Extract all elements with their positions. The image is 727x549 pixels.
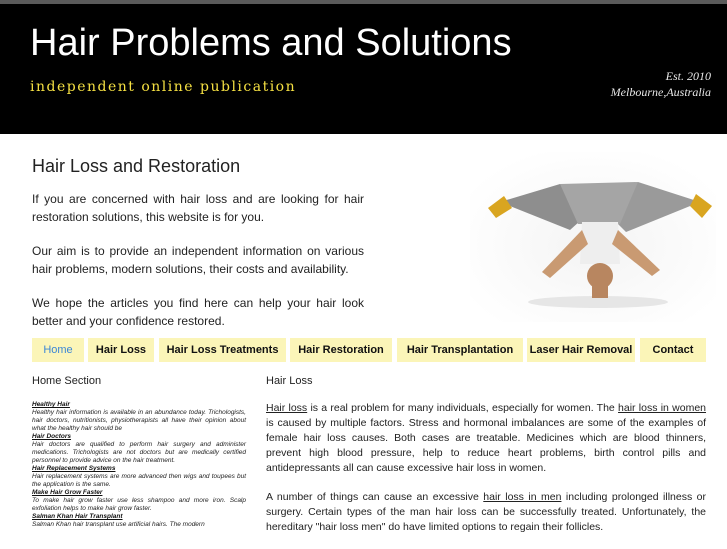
article-heading: Hair Loss bbox=[266, 375, 313, 387]
side-link-salman-khan-hair-transplant[interactable]: Salman Khan Hair Transplant bbox=[32, 513, 123, 520]
nav-laser-hair-removal[interactable]: Laser Hair Removal bbox=[527, 338, 635, 362]
link-hair-loss-in-women[interactable]: hair loss in women bbox=[618, 402, 707, 414]
nav-hair-loss-treatments[interactable]: Hair Loss Treatments bbox=[159, 338, 286, 362]
home-section-column bbox=[32, 375, 246, 529]
article-paragraph bbox=[266, 401, 706, 476]
link-hair-loss[interactable]: Hair loss bbox=[266, 402, 308, 414]
site-title[interactable]: Hair Problems and Solutions bbox=[30, 22, 512, 64]
side-link-healthy-hair[interactable]: Healthy Hair bbox=[32, 401, 70, 408]
breakdancer-photo bbox=[470, 152, 716, 322]
site-header bbox=[0, 4, 727, 134]
side-description: Hair replacement systems are more advanced then wigs and toupees but the application is the same. bbox=[32, 473, 246, 488]
intro-paragraph: We hope the articles you find here can help your hair look better and your confidence restored. bbox=[32, 296, 364, 328]
article-text: is caused by multiple factors. Stress and hormonal imbalances are some of the examples of female hair loss causes. Both cases are treatable. Medicines which are blood thinners, prevent high blood pressure, help to reduce heart problems, birth control pills and antidepressants all can cause excessive hair loss in women. bbox=[266, 417, 706, 474]
established-note bbox=[611, 68, 711, 100]
side-link-hair-replacement-systems[interactable]: Hair Replacement Systems bbox=[32, 465, 116, 472]
side-link-hair-doctors[interactable]: Hair Doctors bbox=[32, 433, 72, 440]
nav-hair-loss[interactable]: Hair Loss bbox=[88, 338, 154, 362]
home-section-heading: Home Section bbox=[32, 375, 102, 387]
site-tagline: independent online publication bbox=[30, 79, 297, 95]
page-title: Hair Loss and Restoration bbox=[32, 156, 241, 176]
side-description: To make hair grow faster use less shampoo and more iron. Scalp exfoliation helps to make hair grow faster. bbox=[32, 497, 246, 512]
nav-home[interactable]: Home bbox=[32, 338, 84, 362]
intro-paragraph: If you are concerned with hair loss and are looking for hair restoration solutions, this website is for you. bbox=[32, 192, 364, 224]
article-text: including prolonged illness or surgery. Certain types of the man hair loss can be successfully treated. Unfortunately, the hereditary "hair loss men" do have limited options to regain their follicles. bbox=[266, 491, 707, 533]
side-description: Hair doctors are qualified to perform hair surgery and administer medications. Trichologists are not doctors but are medically certified personnel to provide advice on the hair treatment. bbox=[32, 441, 246, 464]
intro-paragraph: Our aim is to provide an independent information on various hair problems, modern solutions, their costs and availability. bbox=[32, 244, 364, 276]
main-article-column bbox=[266, 375, 706, 549]
nav-hair-transplantation[interactable]: Hair Transplantation bbox=[397, 338, 523, 362]
side-description: Healthy hair information is available in an abundance today. Trichologists, hair doctors, nutritionists, physiotherapists all have their opinion about what the healthy hair should be bbox=[32, 409, 246, 432]
link-hair-loss-in-men[interactable]: hair loss in men bbox=[483, 491, 562, 503]
nav-hair-restoration[interactable]: Hair Restoration bbox=[290, 338, 392, 362]
established-year: Est. 2010 bbox=[665, 69, 711, 83]
article-text: A number of things can cause an excessive bbox=[266, 491, 484, 503]
nav-contact[interactable]: Contact bbox=[640, 338, 706, 362]
side-description: Salman Khan hair transplant use artificial hairs. The modern bbox=[32, 521, 205, 528]
location-text: Melbourne,Australia bbox=[610, 85, 711, 99]
side-link-make-hair-grow-faster[interactable]: Make Hair Grow Faster bbox=[32, 489, 103, 496]
article-text: is a real problem for many individuals, especially for women. The bbox=[307, 402, 619, 414]
article-paragraph bbox=[266, 490, 706, 535]
home-section-list bbox=[32, 401, 246, 529]
intro-text bbox=[32, 190, 364, 346]
